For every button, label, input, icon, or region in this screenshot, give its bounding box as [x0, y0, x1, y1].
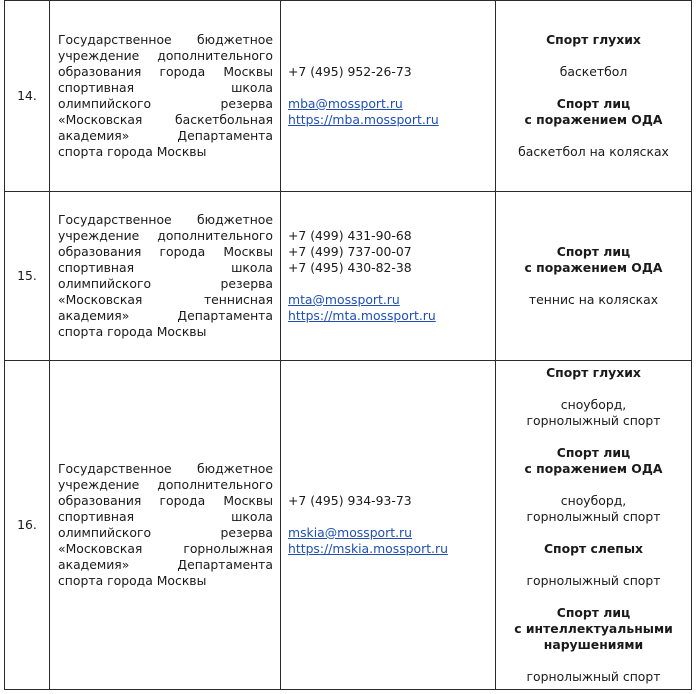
- sport-discipline: сноуборд,: [560, 493, 627, 508]
- row-number: 15.: [5, 192, 50, 361]
- sports-cell: [496, 1, 692, 192]
- organization-name: Государственное бюджетное учреждение дополнительного образования города Москвы спортивная школа олимпийского резерва «Московская горнолыжная академия» Департамента спорта города Москвы: [58, 461, 273, 588]
- organization-name: Государственное бюджетное учреждение дополнительного образования города Москвы спортивная школа олимпийского резерва «Московская теннисная академия» Департамента спорта города Москвы: [58, 212, 273, 339]
- sport-category: Спорт слепых: [543, 541, 644, 556]
- sport-category: Спорт лиц: [556, 244, 631, 259]
- phone-number: +7 (499) 431-90-68: [288, 228, 412, 243]
- row-number: 14.: [5, 1, 50, 192]
- website-link[interactable]: https://mskia.mossport.ru: [288, 541, 448, 556]
- email-link[interactable]: mskia@mossport.ru: [288, 525, 412, 540]
- sport-discipline: горнолыжный спорт: [526, 413, 661, 428]
- phone-number: +7 (499) 737-00-07: [288, 244, 412, 259]
- sports-cell: [496, 192, 692, 361]
- sport-category: Спорт глухих: [546, 32, 641, 47]
- website-link[interactable]: https://mta.mossport.ru: [288, 308, 436, 323]
- email-link[interactable]: mba@mossport.ru: [288, 96, 403, 111]
- table-row: [5, 1, 692, 192]
- sport-discipline: баскетбол на колясках: [518, 144, 669, 159]
- email-link[interactable]: mta@mossport.ru: [288, 292, 400, 307]
- contacts-cell: [281, 1, 496, 192]
- sport-category: с поражением ОДА: [524, 461, 663, 476]
- sports-cell: [496, 361, 692, 690]
- sport-category: с поражением ОДА: [524, 260, 663, 275]
- row-number: 16.: [5, 361, 50, 690]
- sport-discipline: горнолыжный спорт: [526, 573, 661, 588]
- sport-discipline: теннис на колясках: [528, 292, 659, 307]
- contacts-cell: [281, 361, 496, 690]
- sport-category: Спорт лиц: [556, 96, 631, 111]
- organization-name: Государственное бюджетное учреждение дополнительного образования города Москвы спортивная школа олимпийского резерва «Московская баскетбольная академия» Департамента спорта города Москвы: [58, 32, 273, 159]
- sport-category: с интеллектуальными: [514, 621, 673, 636]
- organization-cell: [50, 1, 281, 192]
- sport-category: с поражением ОДА: [524, 112, 663, 127]
- contacts-cell: [281, 192, 496, 361]
- sport-category: Спорт глухих: [546, 365, 641, 380]
- website-link[interactable]: https://mba.mossport.ru: [288, 112, 439, 127]
- sport-discipline: горнолыжный спорт: [526, 509, 661, 524]
- sport-category: Спорт лиц: [556, 605, 631, 620]
- phone-number: +7 (495) 934-93-73: [288, 493, 412, 508]
- sport-discipline: сноуборд,: [560, 397, 627, 412]
- sports-schools-table: [4, 0, 692, 690]
- table-row: [5, 192, 692, 361]
- phone-number: +7 (495) 430-82-38: [288, 260, 412, 275]
- sport-discipline: баскетбол: [559, 64, 628, 79]
- sport-discipline: горнолыжный спорт: [526, 669, 661, 684]
- phone-number: +7 (495) 952-26-73: [288, 64, 412, 79]
- sport-category: нарушениями: [543, 637, 644, 652]
- organization-cell: [50, 361, 281, 690]
- organization-cell: [50, 192, 281, 361]
- sport-category: Спорт лиц: [556, 445, 631, 460]
- table-row: [5, 361, 692, 690]
